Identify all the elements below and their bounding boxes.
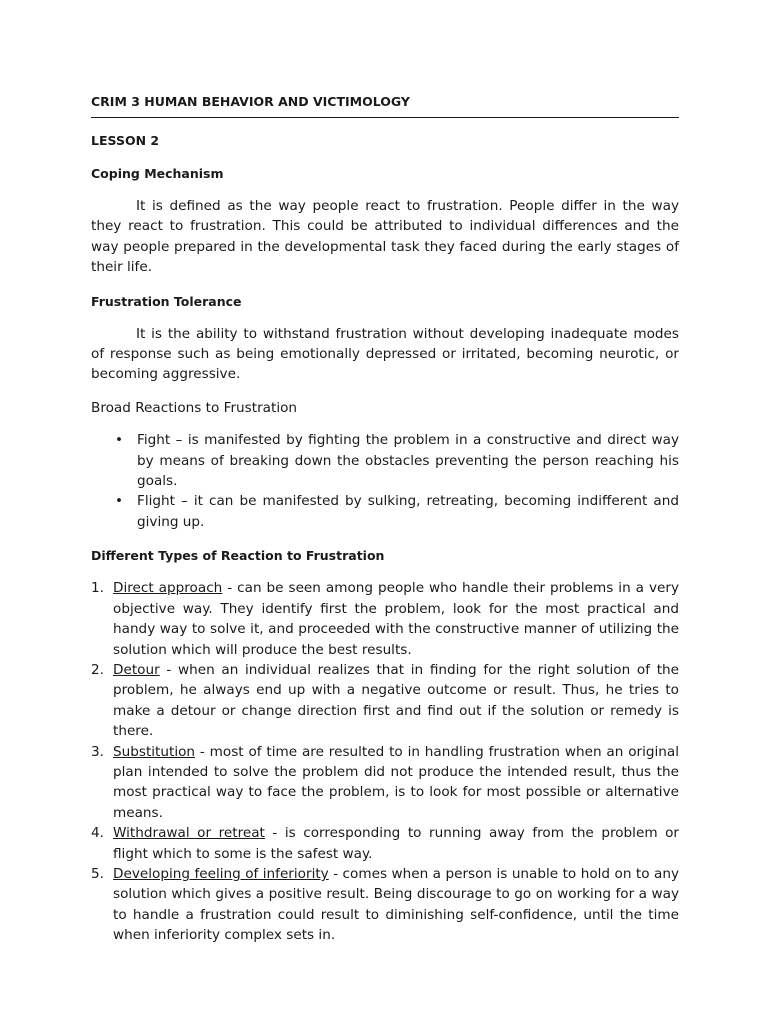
list-item — [91, 864, 679, 946]
list-item-text: Fight – is manifested by fighting the problem in a constructive and direct way by means of breaking down the obstacles preventing the person reaching his goals. — [137, 432, 679, 490]
types-heading: Different Types of Reaction to Frustration — [91, 548, 385, 564]
list-item-text: Flight – it can be manifested by sulking, retreating, becoming indifferent and giving up. — [137, 493, 679, 530]
item-text: - most of time are resulted to in handling frustration when an original plan intended to solve the problem did not produce the intended result, thus the most practical way to face the problem, is to look for most possible or alternative means. — [113, 743, 679, 821]
broad-reactions-heading: Broad Reactions to Frustration — [91, 399, 298, 416]
broad-reactions-list — [91, 430, 679, 532]
tolerance-heading: Frustration Tolerance — [91, 293, 242, 309]
item-number: 4. — [91, 825, 104, 842]
bullet-icon: • — [115, 493, 124, 510]
item-term: Developing feeling of inferiority — [113, 865, 329, 882]
lesson-number: LESSON 2 — [91, 133, 160, 148]
coping-heading: Coping Mechanism — [91, 166, 224, 181]
item-text: - comes when a person is unable to hold on to any solution which gives a positive result. Being discourage to go on working for a way to handle a frustration could result to diminishing self-confidence, until the time when inferiority complex sets in. — [113, 865, 679, 944]
course-title: CRIM 3 HUMAN BEHAVIOR AND VICTIMOLOGY — [91, 93, 679, 118]
coping-paragraph: It is defined as the way people react to frustration. People differ in the way they react to frustration. This could be attributed to individual differences and the way people prepared in the developmental task they faced during the early stages of their life. — [91, 198, 679, 276]
item-term: Direct approach — [113, 580, 223, 597]
item-text: - can be seen among people who handle their problems in a very objective way. They identify first the problem, look for the most practical and handy way to solve it, and proceeded with the constructive manner of utilizing the solution which will produce the best results. — [113, 580, 680, 658]
item-term: Substitution — [113, 743, 196, 760]
item-term: Withdrawal or retreat — [113, 825, 265, 842]
list-item — [91, 491, 679, 532]
item-text: - is corresponding to running away from the problem or flight which to some is the safest way. — [113, 825, 679, 862]
item-number: 2. — [91, 661, 104, 678]
list-item — [91, 742, 679, 824]
tolerance-paragraph: It is the ability to withstand frustration without developing inadequate modes of response such as being emotionally depressed or irritated, becoming neurotic, or becoming aggressive. — [91, 325, 679, 383]
item-number: 5. — [91, 865, 104, 882]
types-list — [91, 578, 679, 945]
item-term: Detour — [113, 661, 160, 678]
list-item — [91, 823, 679, 864]
document-page — [91, 93, 679, 946]
bullet-icon: • — [115, 432, 124, 449]
item-number: 3. — [91, 743, 104, 760]
list-item — [91, 578, 679, 660]
item-text: - when an individual realizes that in finding for the right solution of the problem, he always end up with a negative outcome or result. Thus, he tries to make a detour or change direction first and find out if the solution or remedy is there. — [113, 661, 679, 740]
item-number: 1. — [91, 580, 104, 597]
list-item — [91, 660, 679, 742]
list-item — [91, 430, 679, 491]
